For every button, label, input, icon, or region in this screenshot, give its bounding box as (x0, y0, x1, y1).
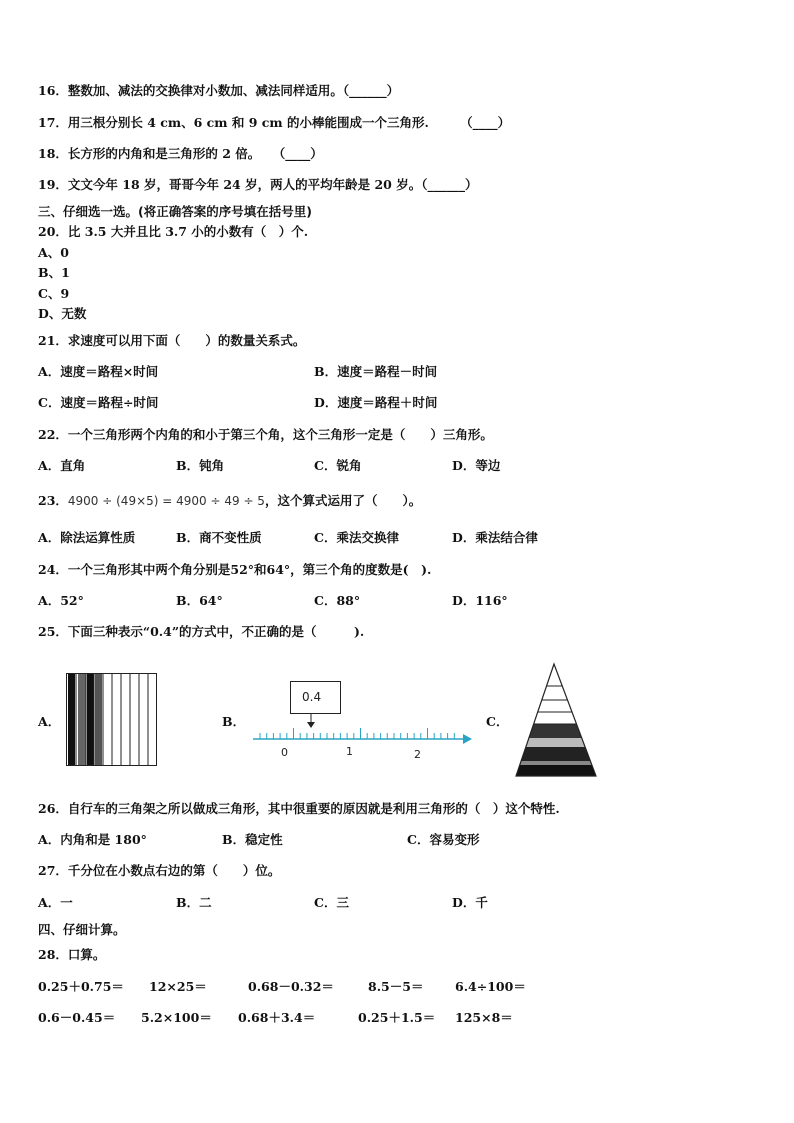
question-24-stem: 24．一个三角形其中两个角分别是52°和64°，第三个角的度数是( ). (38, 562, 432, 577)
question-20-stem: 20．比 3.5 大并且比 3.7 小的小数有（ ）个. (38, 224, 309, 239)
calc-item: 0.25＋0.75＝ (38, 979, 124, 994)
question-22-option-a: A．直角 (38, 458, 86, 473)
question-21-option-a: A．速度＝路程×时间 (38, 364, 159, 379)
calc-item: 0.25＋1.5＝ (358, 1010, 436, 1025)
question-23-option-a: A．除法运算性质 (38, 530, 136, 545)
section-3-heading: 三、仔细选一选。(将正确答案的序号填在括号里) (38, 204, 312, 219)
question-28-stem: 28．口算。 (38, 947, 106, 962)
question-21-option-c: C．速度＝路程÷时间 (38, 395, 159, 410)
question-24-option-b: B．64° (176, 593, 223, 608)
question-22-option-b: B．钝角 (176, 458, 225, 473)
figure-b-number-line (250, 678, 474, 764)
question-24-option-d: D．116° (452, 593, 508, 608)
question-23-tail: ，这个算式运用了（ ）。 (264, 493, 422, 508)
question-26-stem: 26．自行车的三角架之所以做成三角形，其中很重要的原因就是利用三角形的（ ）这个特性. (38, 801, 560, 816)
question-23-stem (38, 493, 421, 509)
question-20-option-a: A、0 (38, 245, 69, 260)
figure-a-strips (66, 673, 158, 767)
question-21-option-b: B．速度＝路程－时间 (314, 364, 438, 379)
question-26-option-a: A．内角和是 180° (38, 832, 147, 847)
calc-item: 5.2×100＝ (141, 1010, 212, 1025)
question-16: 16．整数加、减法的交换律对小数加、减法同样适用。（______） (38, 83, 400, 98)
figure-a-label: A． (38, 714, 61, 729)
question-27-option-d: D．千 (452, 895, 488, 910)
calc-item: 0.6－0.45＝ (38, 1010, 116, 1025)
question-27-option-a: A．一 (38, 895, 73, 910)
number-line-box-value: 0.4 (302, 690, 322, 704)
calc-item: 125×8＝ (455, 1010, 513, 1025)
question-25-stem: 25．下面三种表示“0.4”的方式中，不正确的是（ ). (38, 624, 365, 639)
question-23-expression: 4900 ÷ (49×5) = 4900 ÷ 49 ÷ 5 (67, 494, 265, 508)
section-4-heading: 四、仔细计算。 (38, 922, 126, 937)
question-27-stem: 27．千分位在小数点右边的第（ ）位。 (38, 863, 281, 878)
question-23-option-c: C．乘法交换律 (314, 530, 399, 545)
calc-item: 12×25＝ (149, 979, 207, 994)
question-22-option-c: C．锐角 (314, 458, 362, 473)
number-line-tick-2: 2 (414, 748, 421, 761)
question-21-option-d: D．速度＝路程＋时间 (314, 395, 438, 410)
question-21-stem: 21．求速度可以用下面（ ）的数量关系式。 (38, 333, 306, 348)
question-24-option-c: C．88° (314, 593, 361, 608)
question-20-option-b: B、1 (38, 265, 70, 280)
question-20-option-d: D、无数 (38, 306, 87, 321)
figure-c-layered-triangle (512, 660, 604, 780)
question-27-option-c: C．三 (314, 895, 349, 910)
question-20-option-c: C、9 (38, 286, 70, 301)
figure-c-label: C． (486, 714, 509, 729)
number-line-tick-1: 1 (346, 745, 353, 758)
question-23-number: 23． (38, 493, 68, 508)
calc-item: 0.68＋3.4＝ (238, 1010, 316, 1025)
question-18: 18．长方形的内角和是三角形的 2 倍。 （____） (38, 146, 323, 161)
figure-b-label: B． (222, 714, 246, 729)
question-23-option-d: D．乘法结合律 (452, 530, 538, 545)
question-26-option-b: B．稳定性 (222, 832, 283, 847)
question-26-option-c: C．容易变形 (407, 832, 480, 847)
question-19: 19．文文今年 18 岁，哥哥今年 24 岁，两人的平均年龄是 20 岁。（______） (38, 177, 478, 192)
calc-item: 8.5－5＝ (368, 979, 424, 994)
number-line-tick-0: 0 (281, 746, 288, 759)
question-22-stem: 22．一个三角形两个内角的和小于第三个角，这个三角形一定是（ ）三角形。 (38, 427, 493, 442)
question-27-option-b: B．二 (176, 895, 212, 910)
question-24-option-a: A．52° (38, 593, 84, 608)
calc-item: 0.68－0.32＝ (248, 979, 334, 994)
question-17: 17．用三根分别长 4 cm、6 cm 和 9 cm 的小棒能围成一个三角形. （____） (38, 115, 511, 130)
question-23-option-b: B．商不变性质 (176, 530, 262, 545)
question-22-option-d: D．等边 (452, 458, 501, 473)
calc-item: 6.4÷100＝ (455, 979, 526, 994)
